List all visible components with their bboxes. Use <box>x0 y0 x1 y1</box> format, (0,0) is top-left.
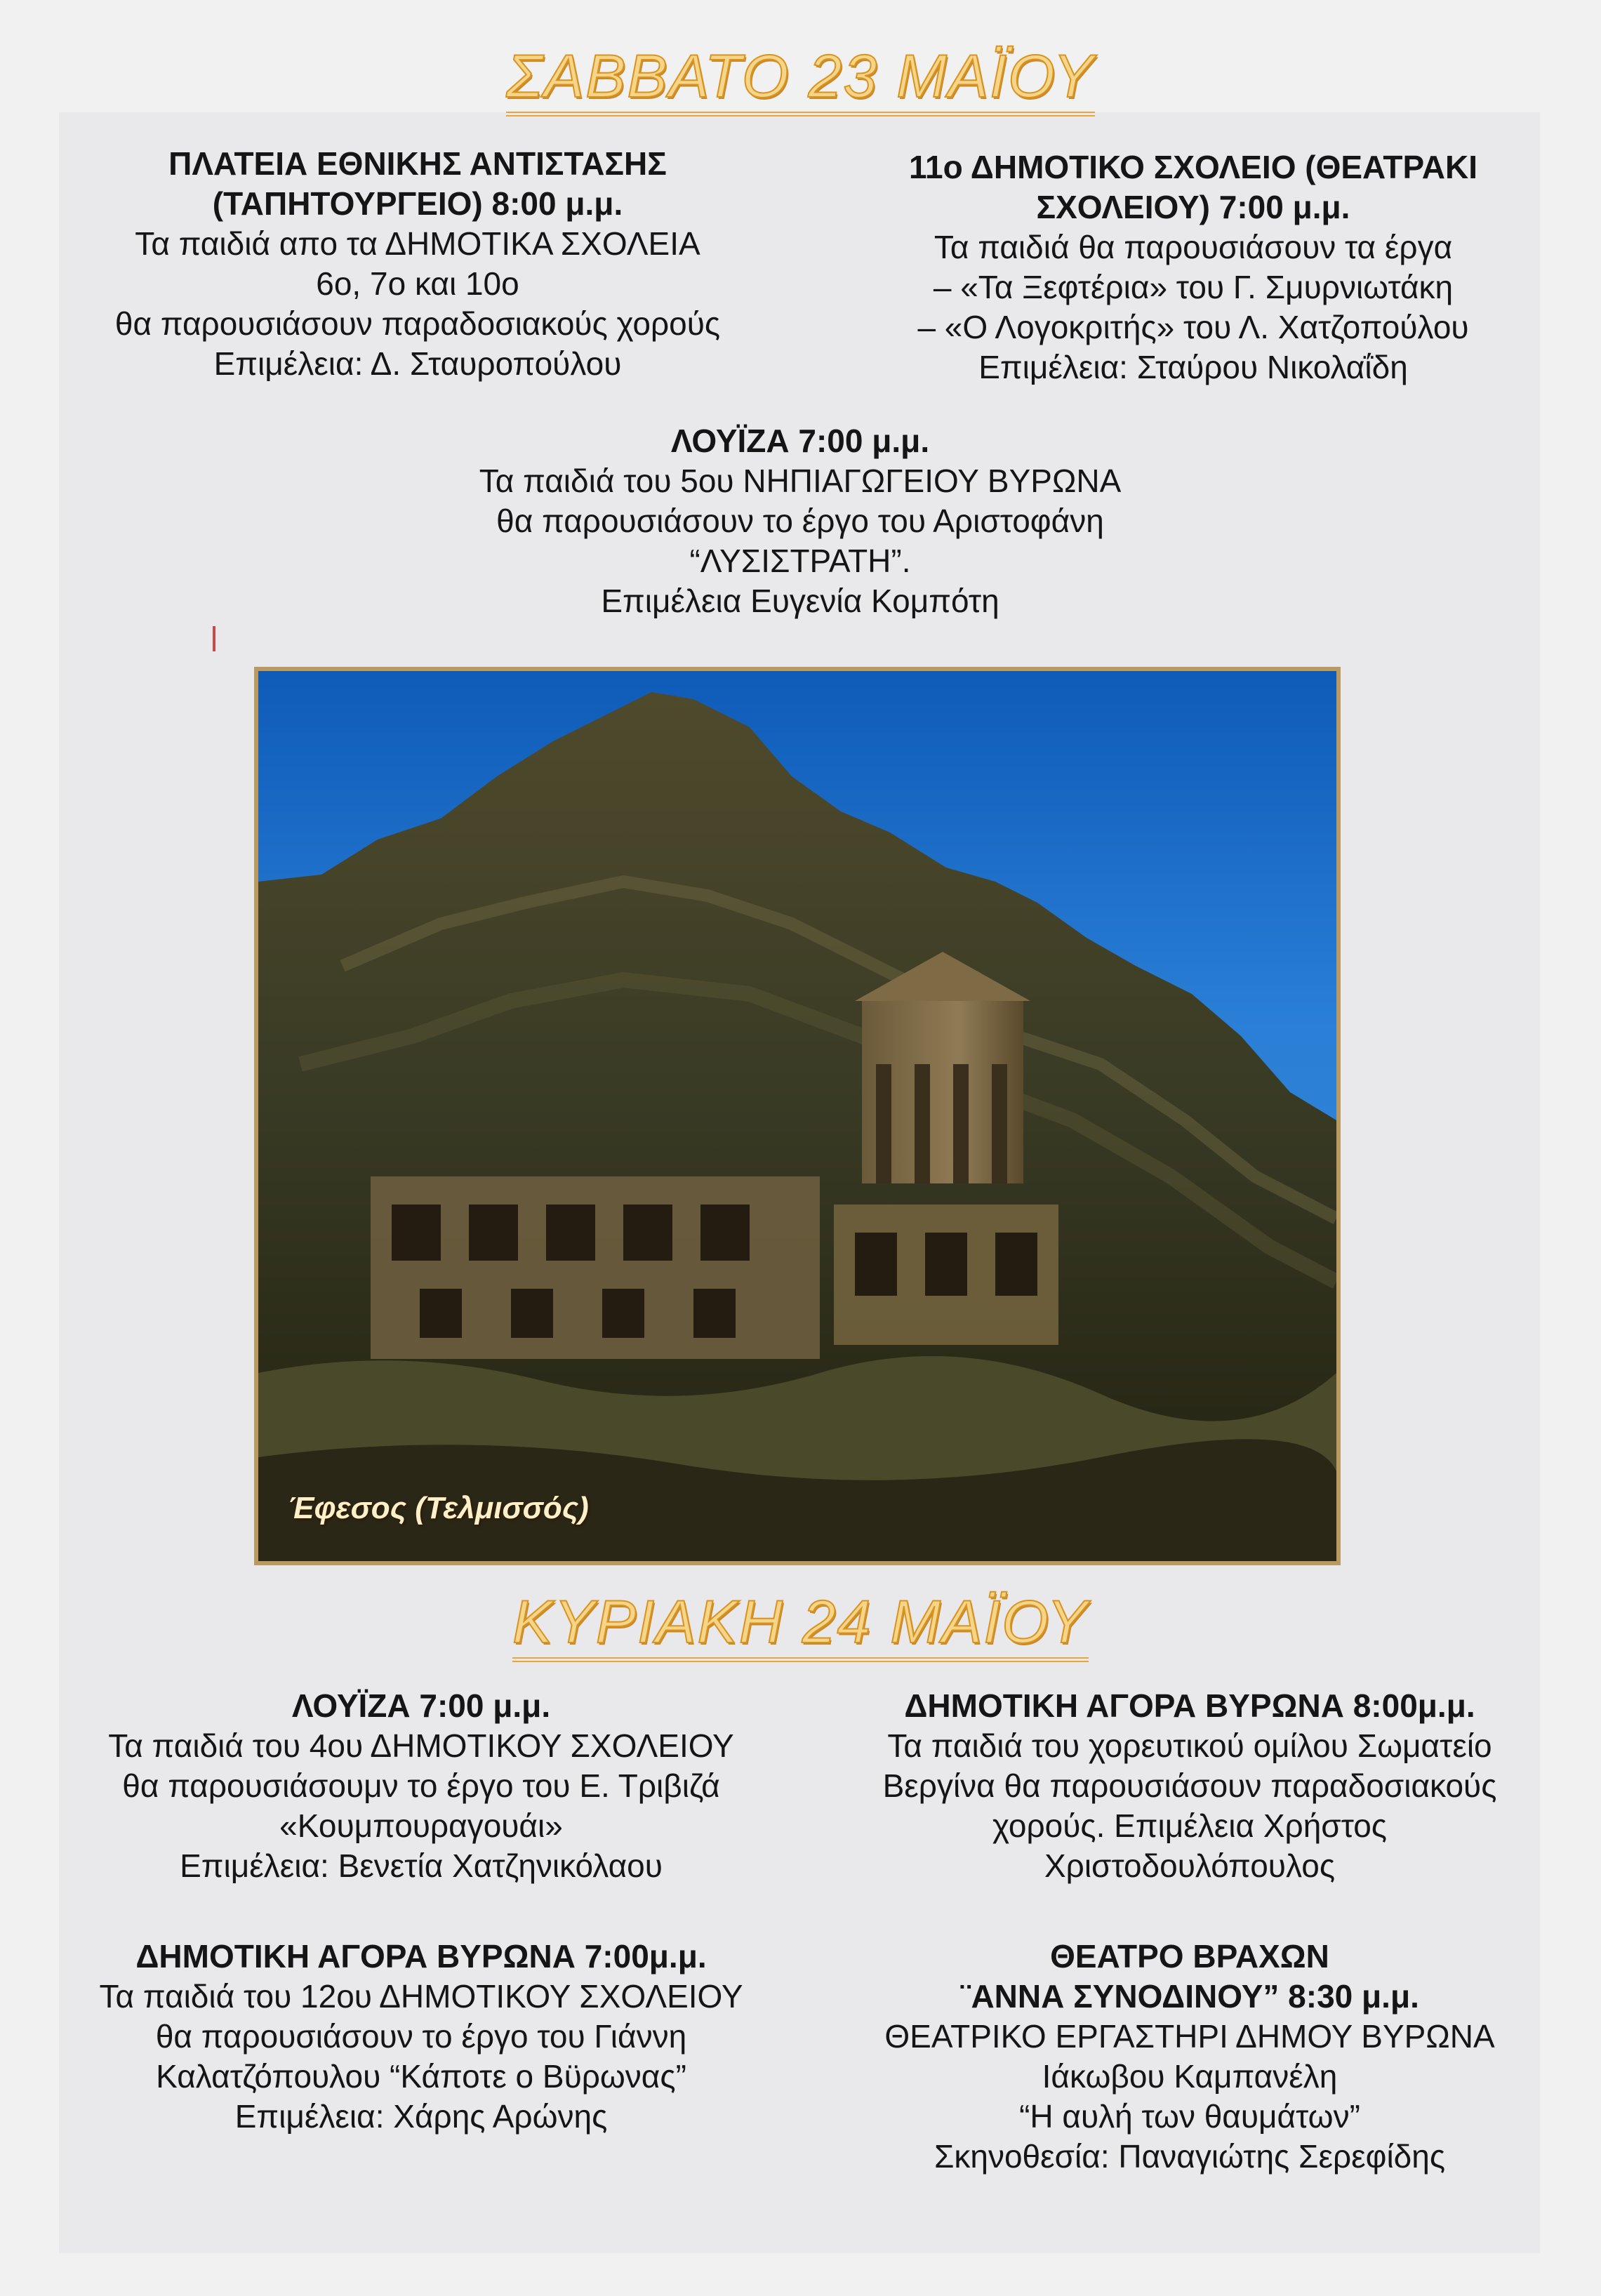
event-line: Τα παιδιά του 5ου ΝΗΠΙΑΓΩΓΕΙΟΥ ΒΥΡΩΝΑ <box>479 463 1122 499</box>
event-line: Επιμέλεια: Βενετία Χατζηνικόλαου <box>180 1847 663 1884</box>
event-line: Τα παιδιά του χορευτικού ομίλου Σωματείο <box>887 1727 1492 1764</box>
event-heading-time: (ΤΑΠΗΤΟΥΡΓΕΙΟ) 8:00 μ.μ. <box>212 185 623 222</box>
event-line: Καλατζόπουλου “Κάποτε ο Βϋρωνας” <box>156 2058 686 2095</box>
event-heading: ΛΟΥΪΖΑ 7:00 μ.μ. <box>670 423 930 459</box>
event-line: Ιάκωβου Καμπανέλη <box>1042 2058 1338 2095</box>
event-heading: ΔΗΜΟΤΙΚΗ ΑΓΟΡΑ ΒΥΡΩΝΑ 8:00μ.μ. <box>904 1687 1475 1724</box>
event-heading: ΘΕΑΤΡΟ ΒΡΑΧΩΝ <box>1050 1938 1329 1975</box>
event-11o-dimotiko <box>835 147 1551 387</box>
sunday-title <box>0 1588 1601 1657</box>
event-line: Επιμέλεια: Δ. Σταυροπούλου <box>213 345 622 382</box>
event-heading: ΔΗΜΟΤΙΚΗ ΑΓΟΡΑ ΒΥΡΩΝΑ 7:00μ.μ. <box>135 1938 707 1975</box>
event-line: Επιμέλεια Ευγενία Κομπότη <box>601 583 999 619</box>
event-line: θα παρουσιάσουν παραδοσιακούς χορούς <box>114 305 721 342</box>
event-line: χορούς. Επιμέλεια Χρήστος <box>992 1807 1387 1844</box>
event-line: Τα παιδιά του 4ου ΔΗΜΟΤΙΚΟΥ ΣΧΟΛΕΙΟΥ <box>108 1727 734 1764</box>
event-louiza-sunday <box>63 1686 779 1886</box>
event-line: – «Ο Λογοκριτής» του Λ. Χατζοπούλου <box>917 309 1469 345</box>
event-heading: 11ο ΔΗΜΟΤΙΚΟ ΣΧΟΛΕΙΟ (ΘΕΑΤΡΑΚΙ <box>908 149 1478 185</box>
event-line: θα παρουσιάσουν το έργο του Γιάννη <box>155 2018 687 2055</box>
saturday-title <box>0 42 1601 112</box>
event-heading-time: ¨ΑΝΝΑ ΣΥΝΟΔΙΝΟΥ” 8:30 μ.μ. <box>960 1978 1419 2015</box>
event-louiza-saturday <box>379 421 1221 621</box>
event-dimotiki-agora-7pm <box>63 1937 779 2137</box>
event-line: – «Τα Ξεφτέρια» του Γ. Σμυρνιωτάκη <box>933 269 1454 305</box>
event-plateia-ethnikis-antistasis <box>63 144 772 384</box>
event-line: “Η αυλή των θαυμάτων” <box>1019 2098 1360 2135</box>
margin-mark <box>213 626 215 651</box>
event-line: Τα παιδιά θα παρουσιάσουν τα έργα <box>934 229 1453 265</box>
event-heading: ΠΛΑΤΕΙΑ ΕΘΝΙΚΗΣ ΑΝΤΙΣΤΑΣΗΣ <box>168 145 667 182</box>
rock-tombs-photo <box>254 667 1341 1565</box>
event-heading-time: ΣΧΟΛΕΙΟΥ) 7:00 μ.μ. <box>1036 189 1350 225</box>
event-line: 6ο, 7ο και 10ο <box>316 265 519 302</box>
event-line: “ΛΥΣΙΣΤΡΑΤΗ”. <box>689 543 911 579</box>
event-line: Βεργίνα θα παρουσιάσουν παραδοσιακούς <box>882 1767 1497 1804</box>
event-dimotiki-agora-8pm <box>807 1686 1572 1886</box>
event-line: θα παρουσιάσουν το έργο του Αριστοφάνη <box>496 503 1104 539</box>
saturday-title-text: ΣΑΒΒΑΤΟ 23 ΜΑΪΟΥ <box>506 43 1094 117</box>
event-line: Τα παιδιά απο τα ΔΗΜΟΤΙΚΑ ΣΧΟΛΕΙΑ <box>135 225 700 262</box>
photo-caption: Έφεσος (Τελμισσός) <box>288 1491 589 1525</box>
event-line: Σκηνοθεσία: Παναγιώτης Σερεφίδης <box>934 2138 1446 2175</box>
event-line: «Κουμπουραγουάι» <box>279 1807 563 1844</box>
event-line: ΘΕΑΤΡΙΚΟ ΕΡΓΑΣΤΗΡΙ ΔΗΜΟΥ ΒΥΡΩΝΑ <box>884 2018 1495 2055</box>
sunday-title-text: ΚΥΡΙΑΚΗ 24 ΜΑΪΟΥ <box>512 1588 1089 1662</box>
event-line: θα παρουσιάσουμν το έργο του Ε. Τριβιζά <box>122 1767 720 1804</box>
cliff-illustration <box>258 671 1336 1561</box>
event-line: Επιμέλεια: Σταύρου Νικολαΐδη <box>978 349 1408 385</box>
event-line: Επιμέλεια: Χάρης Αρώνης <box>234 2098 608 2135</box>
event-line: Τα παιδιά του 12ου ΔΗΜΟΤΙΚΟΥ ΣΧΟΛΕΙΟΥ <box>99 1978 743 2015</box>
event-theatro-vrachon <box>807 1937 1572 2177</box>
event-heading: ΛΟΥΪΖΑ 7:00 μ.μ. <box>291 1687 551 1724</box>
event-line: Χριστοδουλόπουλος <box>1044 1847 1336 1884</box>
